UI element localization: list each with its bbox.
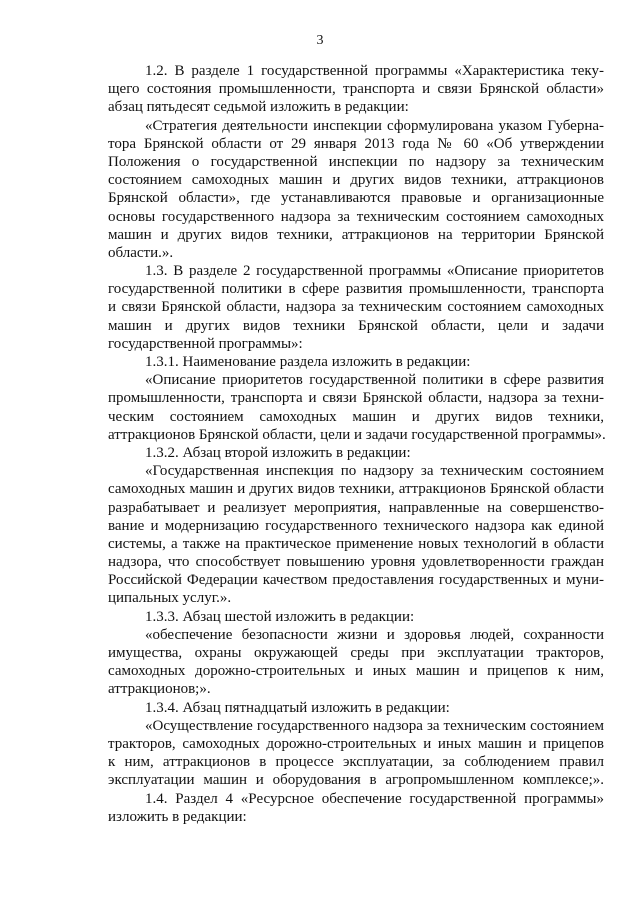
page-number: 3: [316, 33, 324, 48]
text-line: ципальных услуг.».: [108, 590, 232, 607]
text-line: Брянской области», где устанавливаются правовые и организационные: [108, 190, 604, 207]
text-line: основы государственного надзора за техническим состоянием самоходных: [108, 208, 604, 225]
text-line: 1.3.1. Наименование раздела изложить в редакции:: [145, 354, 471, 370]
text-line: тракторов, самоходных дорожно-строительных и иных машин и прицепов: [108, 735, 604, 752]
text-line: 1.3.3. Абзац шестой изложить в редакции:: [145, 608, 415, 625]
text-line: эксплуатации машин и оборудования в агропромышленном комплексе;».: [108, 772, 604, 789]
text-line: Российской Федерации качеством предоставления государственных и муни-: [108, 572, 604, 589]
text-line: и связи Брянской области, надзора за техническим состоянием самоходных: [108, 299, 604, 316]
text-line: разрабатывает и реализует мероприятия, направленные на совершенство-: [108, 499, 604, 516]
text-line: «Описание приоритетов государственной политики в сфере развития: [145, 372, 604, 389]
text-line: 1.4. Раздел 4 «Ресурсное обеспечение государственной программы»: [145, 790, 604, 807]
text-line: состоянием самоходных машин и других видов техники, аттракционов: [108, 172, 604, 189]
document-body: [108, 62, 604, 826]
text-line: Положения о государственной инспекции по надзору за техническим: [108, 153, 604, 170]
text-line: абзац пятьдесят седьмой изложить в редакции:: [108, 99, 409, 116]
text-line: «обеспечение безопасности жизни и здоровья людей, сохранности: [145, 626, 604, 643]
text-line: 1.3.2. Абзац второй изложить в редакции:: [145, 444, 411, 461]
text-line: государственной политики в сфере развития промышленности, транспорта: [108, 281, 604, 298]
text-line: «Стратегия деятельности инспекции сформулирована указом Губерна-: [145, 117, 604, 134]
text-line: ческим состоянием самоходных машин и других видов техники,: [108, 408, 604, 425]
text-line: имущества, охраны окружающей среды при эксплуатации тракторов,: [108, 645, 604, 661]
text-line: «Осуществление государственного надзора за техническим состоянием: [145, 717, 604, 734]
text-line: надзора, что способствует повышению уровня удовлетворенности граждан: [108, 554, 604, 571]
text-line: изложить в редакции:: [108, 808, 247, 825]
text-line: аттракционов Брянской области, цели и задачи государственной программы».: [108, 426, 606, 443]
text-line: промышленности, транспорта и связи Брянской области, надзора за техни-: [108, 390, 604, 407]
text-line: системы, а также на практическое применение новых технологий в области: [108, 535, 604, 552]
text-line: к ним, аттракционов в процессе эксплуатации, за соблюдением правил: [108, 754, 604, 771]
text-line: области.».: [108, 244, 174, 261]
text-line: щего состояния промышленности, транспорта и связи Брянской области»: [108, 81, 604, 98]
text-line: машин и других видов техники Брянской области, цели и задачи: [108, 317, 604, 334]
text-line: аттракционов;».: [108, 681, 211, 698]
text-line: самоходных машин и других видов техники, аттракционов Брянской области: [108, 481, 604, 498]
text-line: тора Брянской области от 29 января 2013 года № 60 «Об утверждении: [108, 135, 604, 152]
text-line: 1.3. В разделе 2 государственной программы «Описание приоритетов: [145, 263, 604, 280]
text-line: 1.2. В разделе 1 государственной программы «Характеристика теку-: [145, 63, 604, 79]
text-line: 1.3.4. Абзац пятнадцатый изложить в редакции:: [145, 699, 450, 716]
text-line: вание и модернизацию государственного технического надзора как единой: [108, 517, 604, 534]
text-line: государственной программы»:: [108, 335, 303, 352]
text-line: машин и других видов техники, аттракционов на территории Брянской: [108, 226, 604, 243]
text-line: самоходных дорожно-строительных и иных машин и прицепов к ним,: [108, 663, 604, 680]
text-line: «Государственная инспекция по надзору за техническим состоянием: [145, 463, 604, 480]
